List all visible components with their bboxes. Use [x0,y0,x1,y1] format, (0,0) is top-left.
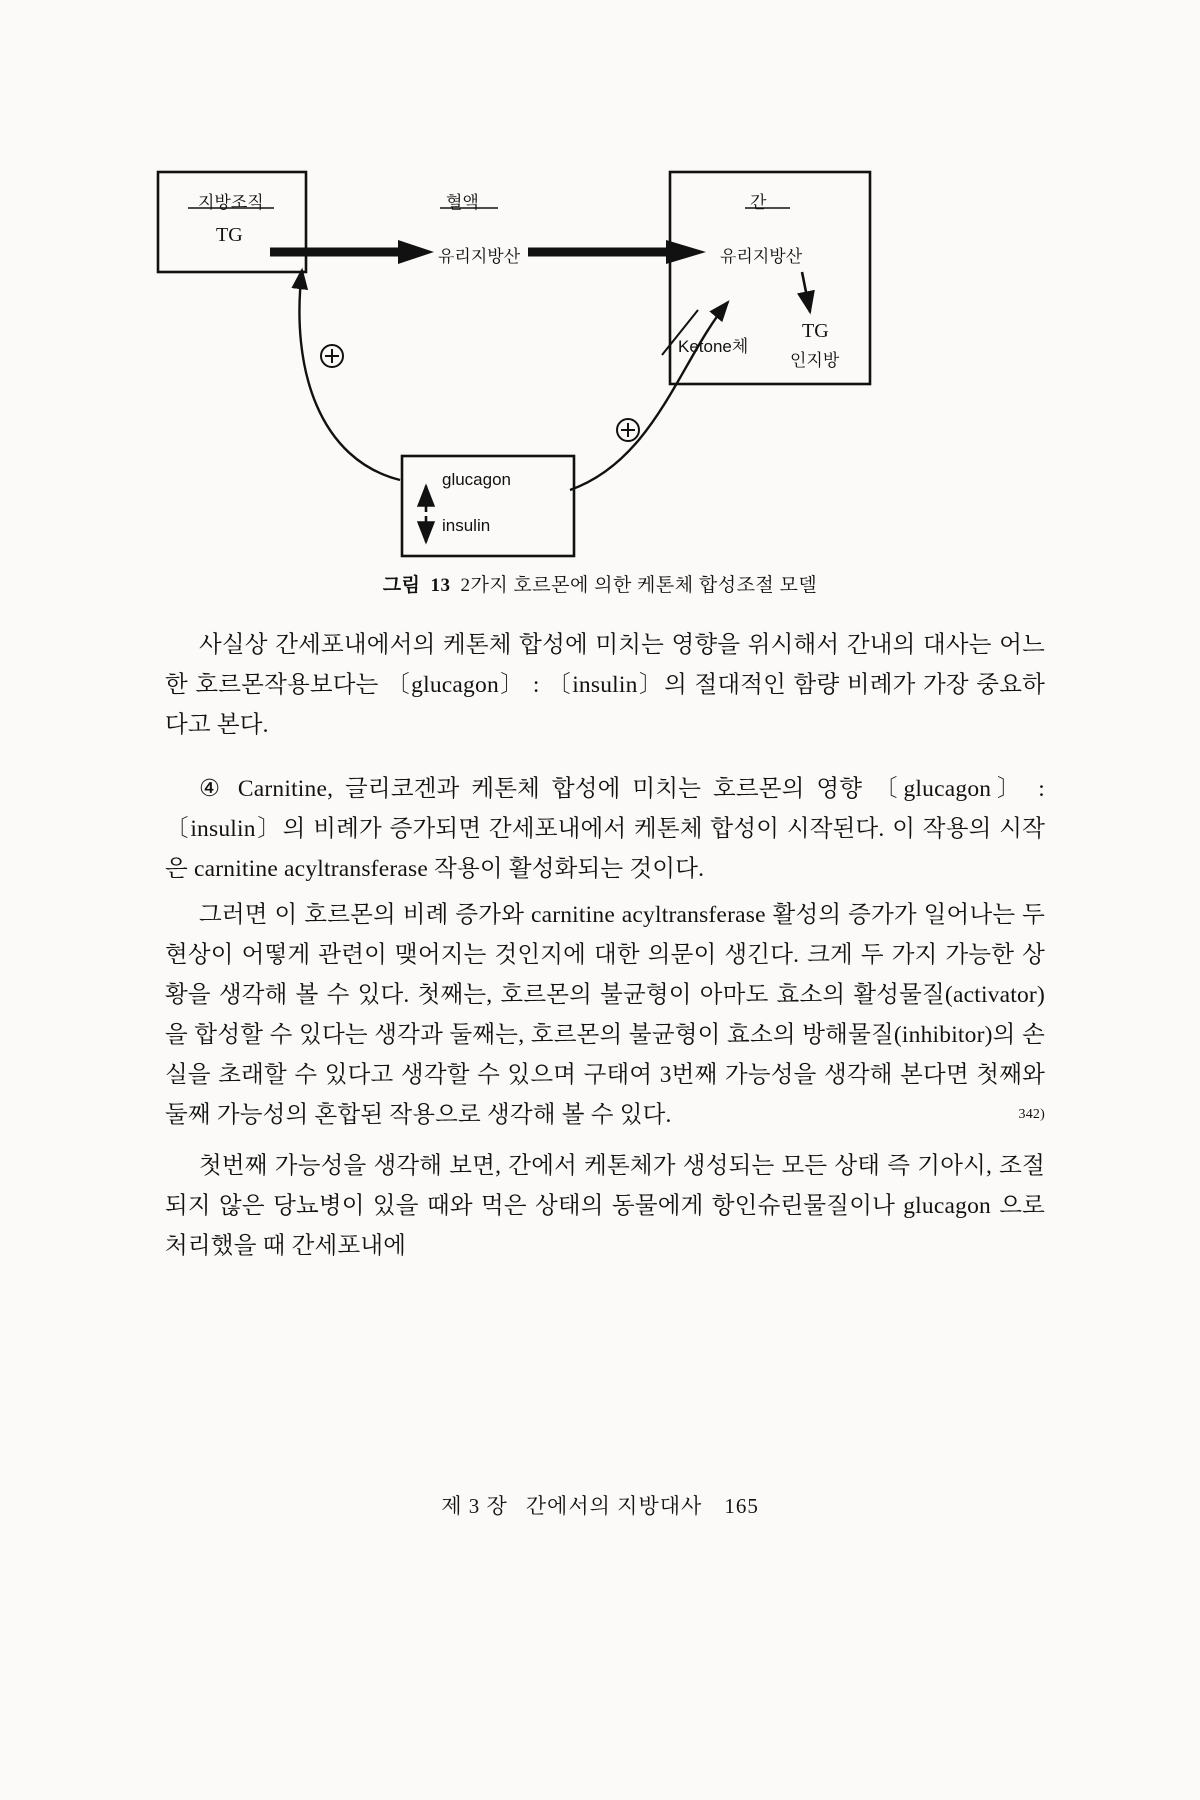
figure-caption [150,570,1050,597]
label-ketone: Ketone체 [678,337,749,356]
figure-caption-number: 13 [430,575,451,596]
label-phospholipid: 인지방 [790,351,840,370]
paragraph-4: 첫번째 가능성을 생각해 보면, 간에서 케톤체가 생성되는 모든 상태 즉 기아시, 조절되지 않은 당뇨병이 있을 때와 먹은 상태의 동물에게 항인슈린물질이나 glucagon 으로 처리했을 때 간세포내에 [165,1152,1045,1259]
label-glucagon: glucagon [442,470,512,489]
figure-caption-text: 2가지 호르몬에 의한 케톤체 합성조절 모델 [460,575,818,596]
label-adipose-tissue: 지방조직 [198,193,264,212]
label-adipose-tg: TG [216,224,243,246]
footnote-number: 342) [1018,1107,1045,1122]
label-liver: 간 [750,193,767,212]
body-text [165,625,1045,1272]
label-liver-tg: TG [802,320,829,342]
paragraph-1: 사실상 간세포내에서의 케톤체 합성에 미치는 영향을 위시해서 간내의 대사는 어느 한 호르몬작용보다는 〔glucagon〕 : 〔insulin〕의 절대적인 함량 비례가 가장 중요하다고 본다. [165,632,1045,738]
figure-diagram [150,160,1050,600]
page-footer [0,1490,1200,1520]
paragraph-3: 그러면 이 호르몬의 비례 증가와 carnitine acyltransferase 활성의 증가가 일어나는 두 현상이 어떻게 관련이 맺어지는 것인지에 대한 의문이 생긴다. 크게 두 가지 가능한 상황을 생각해 볼 수 있다. 첫째는, 호르몬의 불균형이 아마도 효소의 활성물질(activator)을 합성할 수 있다는 생각과 둘째는, 호르몬의 불균형이 효소의 방해물질(inhibitor)의 손실을 초래할 수 있다고 생각할 수 있으며 구태여 3번째 가능성을 생각해 본다면 첫째와 둘째 가능성의 혼합된 작용으로 생각해 볼 수 있다. [165,902,1045,1128]
figure-caption-label: 그림 [382,575,421,596]
footer-section: 간에서의 지방대사 [525,1494,703,1518]
paragraph-2: ④ Carnitine, 글리코겐과 케톤체 합성에 미치는 호르몬의 영향 〔glucagon〕 : 〔insulin〕의 비례가 증가되면 간세포내에서 케톤체 합성이 시작된다. 이 작용의 시작은 carnitine acyltransferase 작용이 활성화되는 것이다. [165,776,1045,882]
label-liver-ffa: 유리지방산 [720,247,803,266]
footer-chapter: 제 3 장 [441,1494,508,1518]
label-blood-ffa: 유리지방산 [438,247,521,266]
label-blood: 혈액 [446,193,479,212]
label-insulin: insulin [442,516,491,535]
page-number: 165 [724,1494,759,1518]
figure-svg [150,160,1050,600]
